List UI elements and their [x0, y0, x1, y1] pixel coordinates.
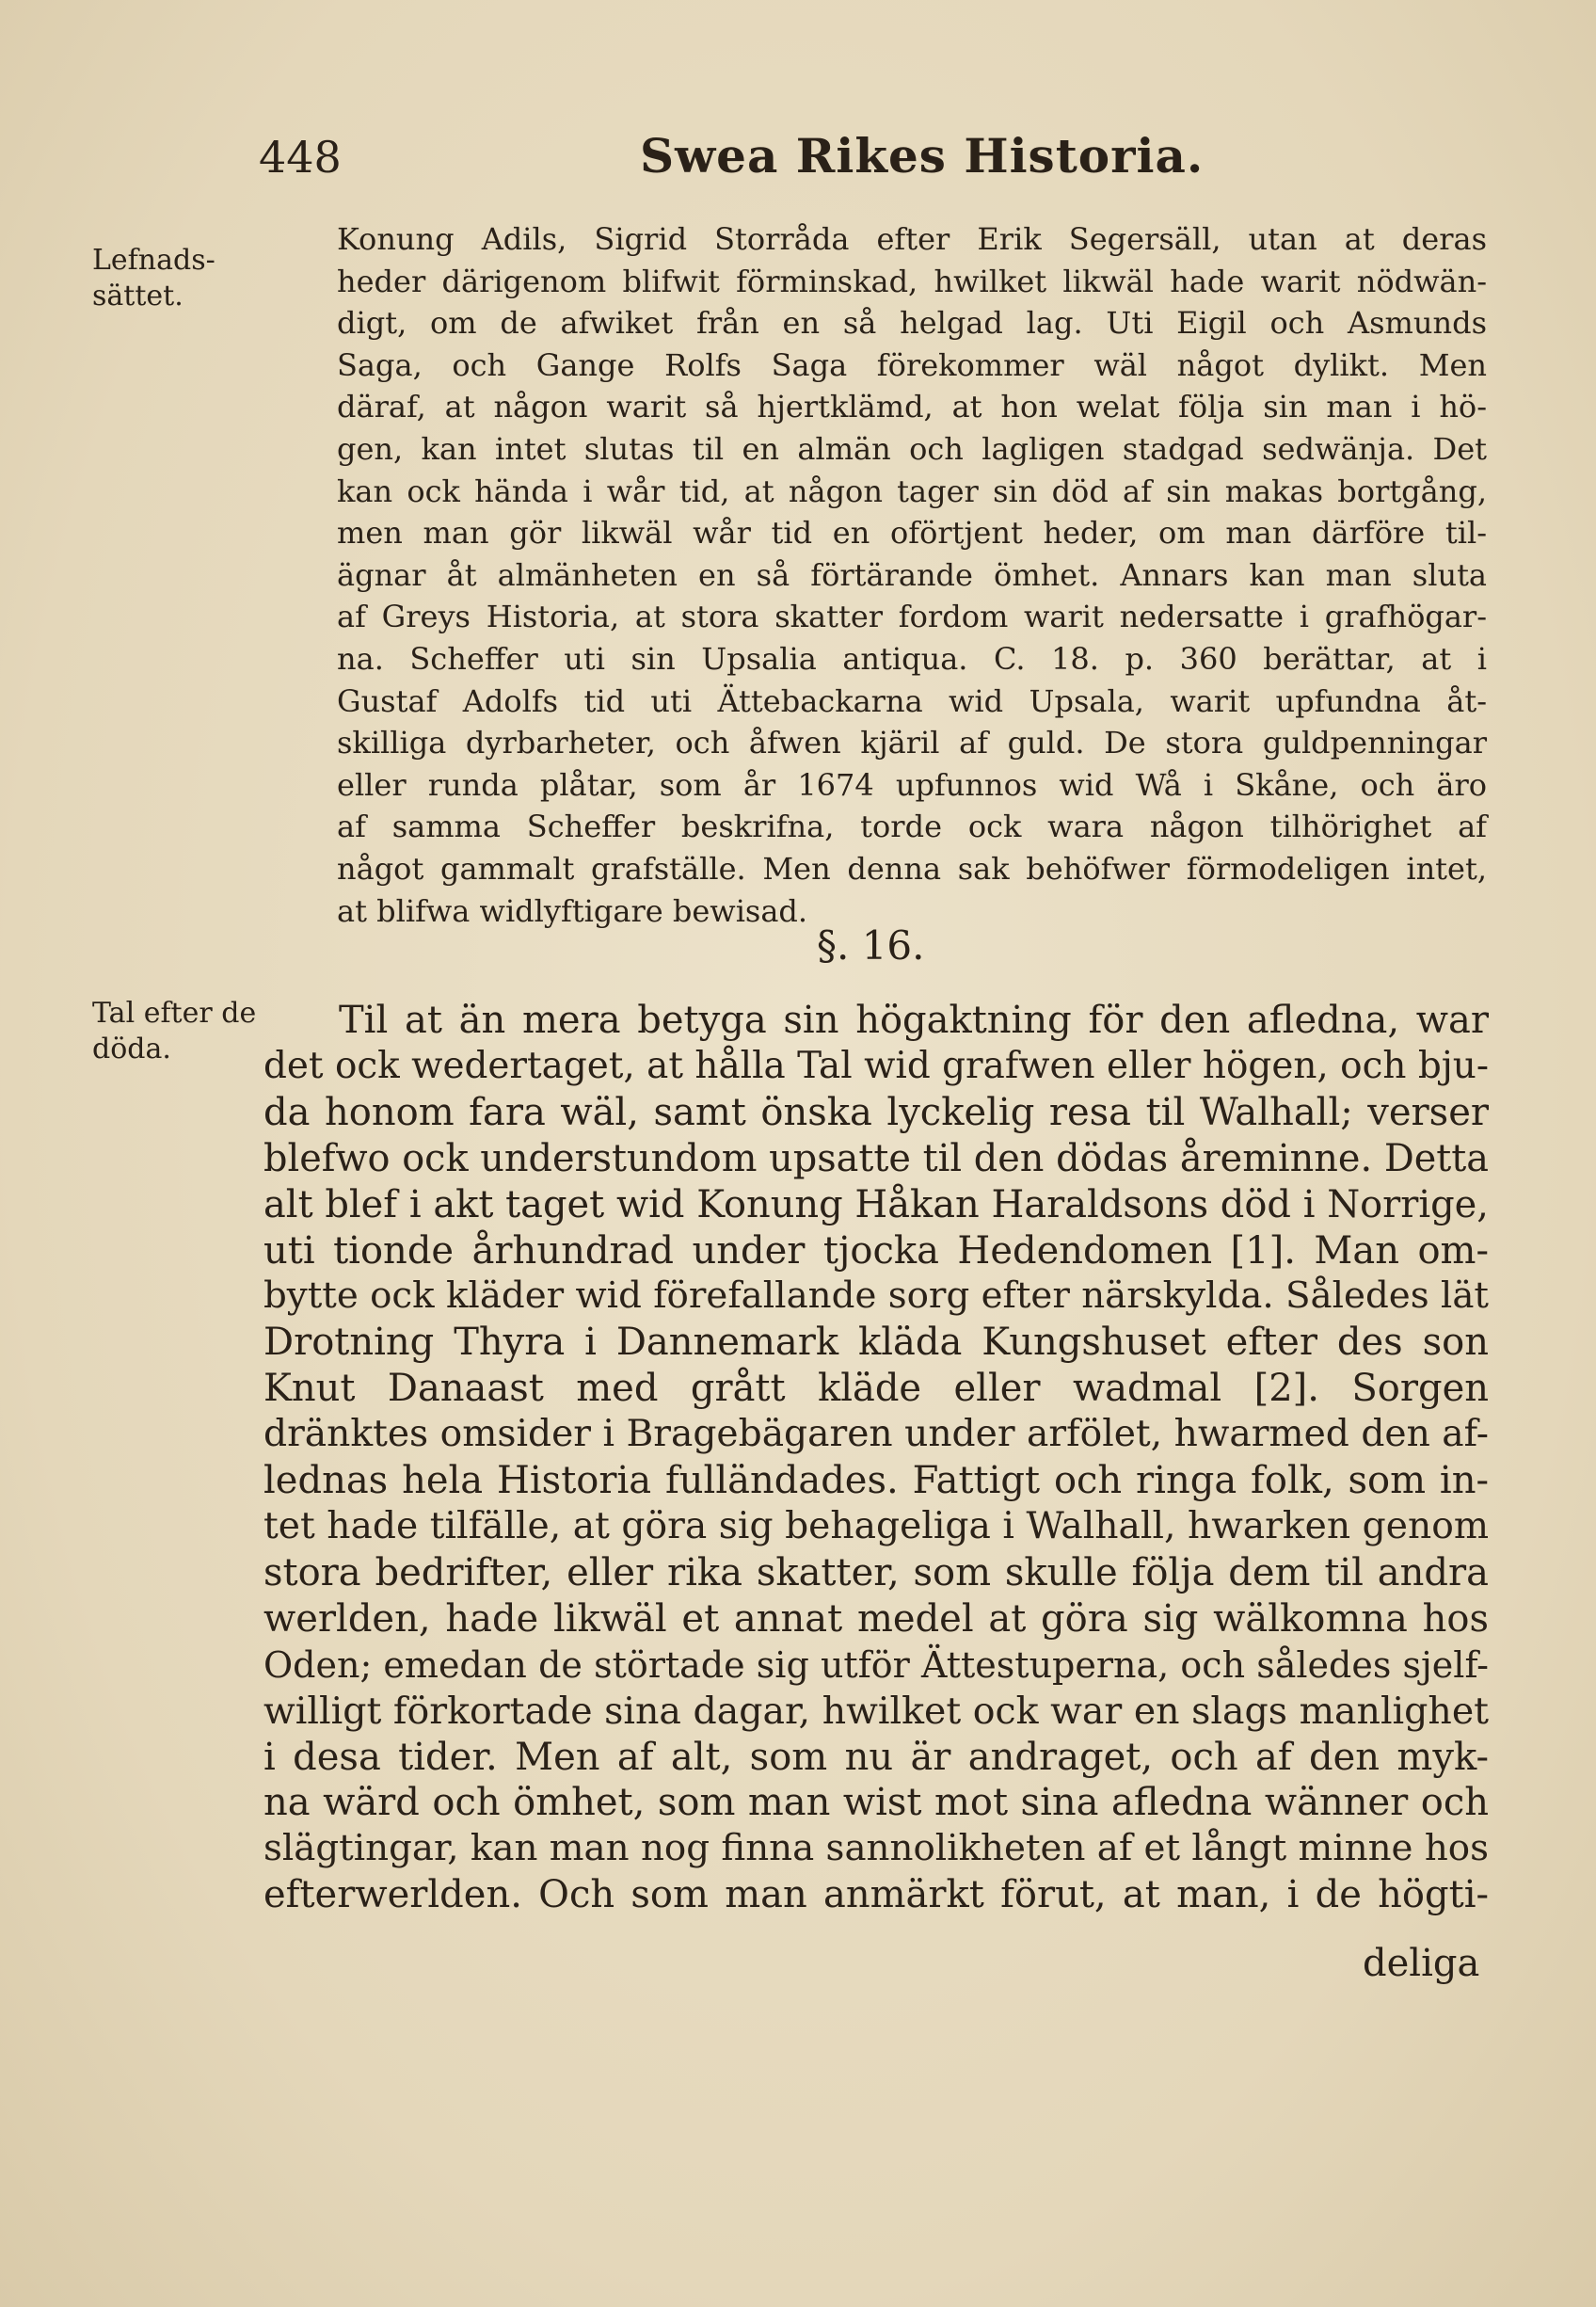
text-line: lednas hela Historia fulländades. Fattigt och ringa folk, som in- [263, 1459, 1489, 1503]
text-line: efterwerlden. Och som man anmärkt förut, at man, i de högti- [263, 1873, 1489, 1917]
text-line: däraf, at någon warit så hjertklämd, at hon welat följa sin man i hö- [337, 389, 1487, 425]
text-line: i desa tider. Men af alt, som nu är andraget, och af den myk- [263, 1735, 1489, 1779]
text-line: bytte ock kläder wid förefallande sorg efter närskylda. Således lät [263, 1274, 1489, 1318]
section-mark: §. 16. [817, 922, 925, 969]
text-line: men man gör likwäl wår tid en oförtjent heder, om man därföre til- [337, 515, 1487, 552]
text-line: digt, om de afwiket från en så helgad lag. Uti Eigil och Asmunds [337, 305, 1487, 342]
text-line: ägnar åt almänheten en så förtärande ömhet. Annars kan man sluta [337, 556, 1487, 593]
text-line: willigt förkortade sina dagar, hwilket ock war en slags manlighet [263, 1689, 1489, 1733]
text-line: Oden; emedan de störtade sig utför Ättestuperna, och således sjelf- [263, 1643, 1489, 1686]
text-line: skilliga dyrbarheter, och åfwen kjäril af guld. De stora guldpenningar [337, 725, 1487, 761]
text-line: slägtingar, kan man nog finna sannolikheten af et långt minne hos [263, 1827, 1489, 1870]
text-line: at blifwa widlyftigare bewisad. [337, 892, 808, 929]
text-line: af samma Scheffer beskrifna, torde ock wara någon tilhörighet af [337, 809, 1487, 845]
text-line: Til at än mera betyga sin högaktning för den afledna, war [339, 999, 1489, 1042]
text-line: Konung Adils, Sigrid Storråda efter Erik Segersäll, utan at deras [337, 221, 1487, 257]
page-number: 448 [259, 132, 342, 183]
text-line: stora bedrifter, eller rika skatter, som skulle följa dem til andra [263, 1550, 1489, 1594]
text-line: alt blef i akt taget wid Konung Håkan Haraldsons död i Norrige, [263, 1182, 1489, 1226]
text-line: heder därigenom blifwit förminskad, hwilket likwäl hade warit nödwän- [337, 263, 1487, 299]
text-line: da honom fara wäl, samt önska lyckelig resa til Walhall; verser [263, 1090, 1489, 1134]
text-line: Drotning Thyra i Dannemark kläda Kungshuset efter des son [263, 1321, 1489, 1365]
text-line: eller runda plåtar, som år 1674 upfunnos wid Wå i Skåne, och äro [337, 766, 1487, 803]
running-title: Swea Rikes Historia. [640, 128, 1205, 184]
text-line: uti tionde århundrad under tjocka Hedendomen [1]. Man om- [263, 1228, 1489, 1273]
text-line: Knut Danaast med grått kläde eller wadmal [2]. Sorgen [263, 1367, 1489, 1411]
text-line: gen, kan intet slutas til en almän och lagligen stadgad sedwänja. Det [337, 430, 1487, 467]
catchword: deliga [1363, 1942, 1480, 1985]
margin-note-tal-efter-de-doda: Tal efter de döda. [92, 997, 257, 1065]
text-line: Saga, och Gange Rolfs Saga förekommer wäl något dylikt. Men [337, 346, 1487, 383]
text-line: werlden, hade likwäl et annat medel at göra sig wälkomna hos [263, 1596, 1489, 1641]
text-line: na. Scheffer uti sin Upsalia antiqua. C. 18. p. 360 berättar, at i [337, 640, 1487, 677]
paragraph-1 [337, 218, 1487, 932]
text-line: Gustaf Adolfs tid uti Ättebackarna wid Upsala, warit upfundna åt- [337, 682, 1487, 719]
text-line: kan ock hända i wår tid, at någon tager sin död af sin makas bortgång, [337, 473, 1487, 509]
text-line: något gammalt grafställe. Men denna sak behöfwer förmodeligen intet, [337, 850, 1487, 887]
text-line: det ock wedertaget, at hålla Tal wid grafwen eller högen, och bju- [263, 1044, 1489, 1087]
text-line: dränktes omsider i Bragebägaren under arfölet, hwarmed den af- [263, 1413, 1489, 1456]
margin-note-lefnadssattet: Lefnads-sättet. [92, 244, 215, 312]
text-line: tet hade tilfälle, at göra sig behageliga i Walhall, hwarken genom [263, 1504, 1489, 1547]
text-line: af Greys Historia, at stora skatter fordom warit nedersatte i grafhögar- [337, 599, 1487, 635]
text-line: na wärd och ömhet, som man wist mot sina afledna wänner och [263, 1781, 1489, 1825]
text-line: blefwo ock understundom upsatte til den dödas åreminne. Detta [263, 1136, 1489, 1180]
paragraph-2 [263, 998, 1489, 1918]
